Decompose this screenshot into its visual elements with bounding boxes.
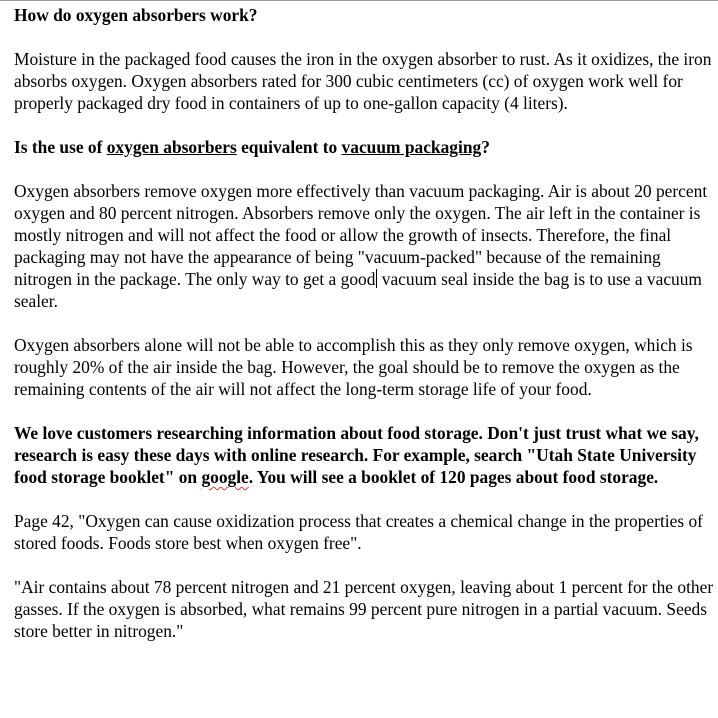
paragraph-text: We love customers researching information about food storage. Don't just trust what we say, research is easy these days with online research. For example, search "Utah State University food storage booklet" on: [14, 423, 699, 487]
paragraph-moisture: Moisture in the packaged food causes the iron in the oxygen absorber to rust. As it oxidizes, the iron absorbs oxygen. Oxygen absorbers rated for 300 cubic centimeters (cc) of oxygen work well for properly packaged dry food in containers of up to one-gallon capacity (4 liters).: [14, 49, 712, 113]
paragraph-air-composition-quote: "Air contains about 78 percent nitrogen and 21 percent oxygen, leaving about 1 percent for the other gasses. If the oxygen is absorbed, what remains 99 percent pure nitrogen in a partial vacuum. Seeds store better in nitrogen.": [14, 577, 714, 641]
heading-text: Is the use of: [14, 137, 107, 157]
heading-how-oxygen-absorbers-work: How do oxygen absorbers work?: [14, 5, 258, 25]
document-body[interactable]: [14, 4, 716, 642]
paragraph-page-42-quote: Page 42, "Oxygen can cause oxidization process that creates a chemical change in the properties of stored foods. Foods store best when oxygen free".: [14, 511, 703, 553]
link-vacuum-packaging[interactable]: vacuum packaging: [341, 137, 482, 157]
paragraph-text: . You will see a booklet of 120 pages about food storage.: [248, 467, 659, 487]
paragraph-removal-effectiveness: [14, 180, 716, 312]
paragraph-research-tip: [14, 422, 716, 488]
paragraph-text: vacuum seal inside the bag is to use a vacuum sealer.: [14, 269, 702, 311]
heading-text: ?: [481, 137, 490, 157]
spelling-flag-google[interactable]: google: [201, 467, 249, 487]
heading-absorbers-vs-vacuum: [14, 136, 716, 158]
heading-text: equivalent to: [236, 137, 342, 157]
text-cursor: [376, 269, 377, 288]
link-oxygen-absorbers[interactable]: oxygen absorbers: [106, 137, 237, 157]
paragraph-text: Oxygen absorbers remove oxygen more effectively than vacuum packaging. Air is about 20 percent oxygen and 80 percent nitrogen. Absorbers remove only the oxygen. The air left in the container is mostly nitrogen and will not affect the food or allow the growth of insects. Therefore, the final packaging may not have the appearance of being "vacuum-packed" because of the remaining nitrogen in the package. The only way to get a good: [14, 181, 708, 289]
paragraph-alone-not-enough: Oxygen absorbers alone will not be able to accomplish this as they only remove oxygen, which is roughly 20% of the air inside the bag. However, the goal should be to remove the oxygen as the remaining contents of the air will not affect the long-term storage life of your food.: [14, 335, 693, 399]
